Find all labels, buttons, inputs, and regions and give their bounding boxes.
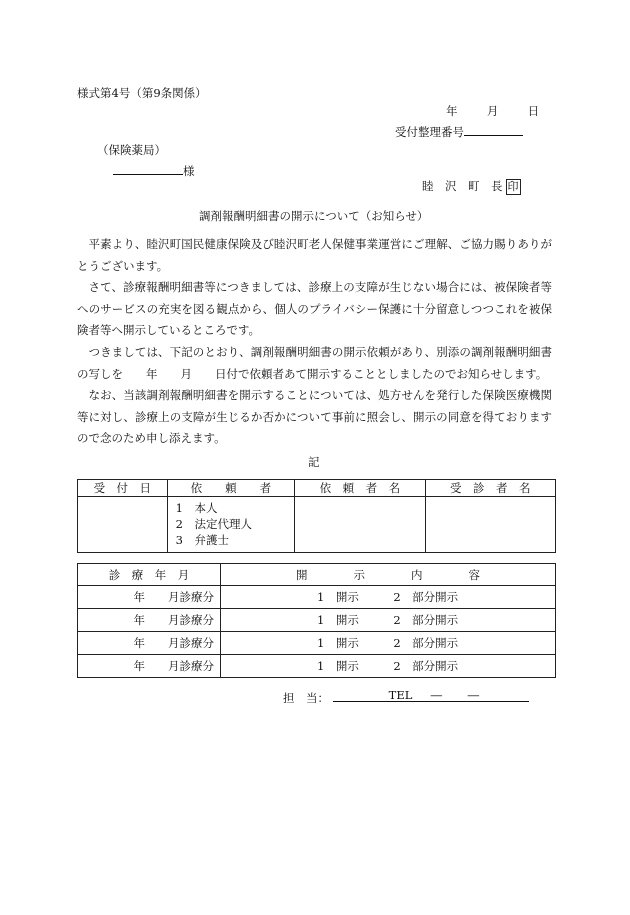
addressee-suffix: 様 <box>183 164 195 178</box>
tel-dash-1: ― <box>430 688 443 702</box>
header-patient-name: 受 診 者 名 <box>425 480 555 497</box>
date-day: 日 <box>527 104 540 118</box>
paragraph-4: なお、当該調剤報酬明細書を開示することについては、処方せんを発行した保険医療機関等に対し、診療上の支障が生じるか否かについて事前に照会し、開示の同意を得ておりますので念のため申し添えます。 <box>77 388 552 445</box>
paragraph-3: つきましては、下記のとおり、調剤報酬明細書の開示依頼があり、別添の調剤報酬明細書の写しを 年 月 日付で依頼者あて開示することとしましたのでお知らせします。 <box>77 345 552 381</box>
option-legal-rep[interactable]: 2 法定代理人 <box>175 517 252 531</box>
addressee <box>113 162 195 179</box>
date-year: 年 <box>446 104 458 118</box>
tel-label: TEL <box>388 688 413 702</box>
date-month: 月 <box>486 104 499 118</box>
sender <box>422 178 521 195</box>
cell-content[interactable]: 1 開示 2 部分開示 <box>221 609 556 632</box>
seal-mark: 印 <box>507 180 519 193</box>
document-title: 調剤報酬明細書の開示について（お知らせ） <box>199 209 429 223</box>
cell-content[interactable]: 1 開示 2 部分開示 <box>221 632 556 655</box>
cell-content[interactable]: 1 開示 2 部分開示 <box>221 586 556 609</box>
date-line <box>446 103 539 119</box>
header-treatment-month: 診 療 年 月 <box>78 564 221 586</box>
contact-field[interactable] <box>333 688 529 702</box>
cell-content[interactable]: 1 開示 2 部分開示 <box>221 655 556 678</box>
form-number: 様式第4号（第9条関係） <box>77 86 207 100</box>
cell-patient-name[interactable] <box>425 497 555 553</box>
table-row <box>78 655 556 678</box>
addressee-blank[interactable] <box>113 162 183 175</box>
contact-label: 担 当： <box>283 691 329 705</box>
cell-requester-options[interactable] <box>167 497 295 553</box>
table-row <box>78 632 556 655</box>
cell-month: 年 月診療分 <box>78 609 221 632</box>
cell-receipt-date[interactable] <box>78 497 168 553</box>
cell-month: 年 月診療分 <box>78 632 221 655</box>
paragraph-2: さて、診療報酬明細書等につきましては、診療上の支障が生じない場合には、被保険者等へのサービスの充実を図る観点から、個人のプライバシー保護に十分留意しつつこれを被保険者等へ開示しているところです。 <box>77 280 552 337</box>
disclosure-table <box>77 563 556 678</box>
header-requester: 依 頼 者 <box>167 480 295 497</box>
paragraph-1: 平素より、睦沢町国民健康保険及び睦沢町老人保健事業運営にご理解、ご協力賜りありがとうございます。 <box>77 237 552 273</box>
header-disclosure-content: 開 示 内 容 <box>221 564 556 586</box>
cell-month: 年 月診療分 <box>78 655 221 678</box>
option-lawyer[interactable]: 3 弁護士 <box>175 533 229 547</box>
header-receipt-date: 受 付 日 <box>78 480 168 497</box>
receipt-label: 受付整理番号 <box>395 125 464 139</box>
option-self[interactable]: 1 本人 <box>175 501 218 515</box>
table-row <box>78 609 556 632</box>
header-requester-name: 依 頼 者 名 <box>295 480 425 497</box>
receipt-number <box>395 123 523 140</box>
receipt-blank[interactable] <box>464 123 523 136</box>
table-row <box>78 586 556 609</box>
request-table <box>77 479 556 553</box>
addressee-label: （保険薬局） <box>97 143 166 157</box>
contact-line <box>283 688 529 706</box>
tel-dash-2: ― <box>467 688 480 702</box>
sender-name: 睦 沢 町 長 <box>422 179 503 193</box>
ki-mark: 記 <box>308 455 320 469</box>
cell-requester-name[interactable] <box>295 497 425 553</box>
cell-month: 年 月診療分 <box>78 586 221 609</box>
